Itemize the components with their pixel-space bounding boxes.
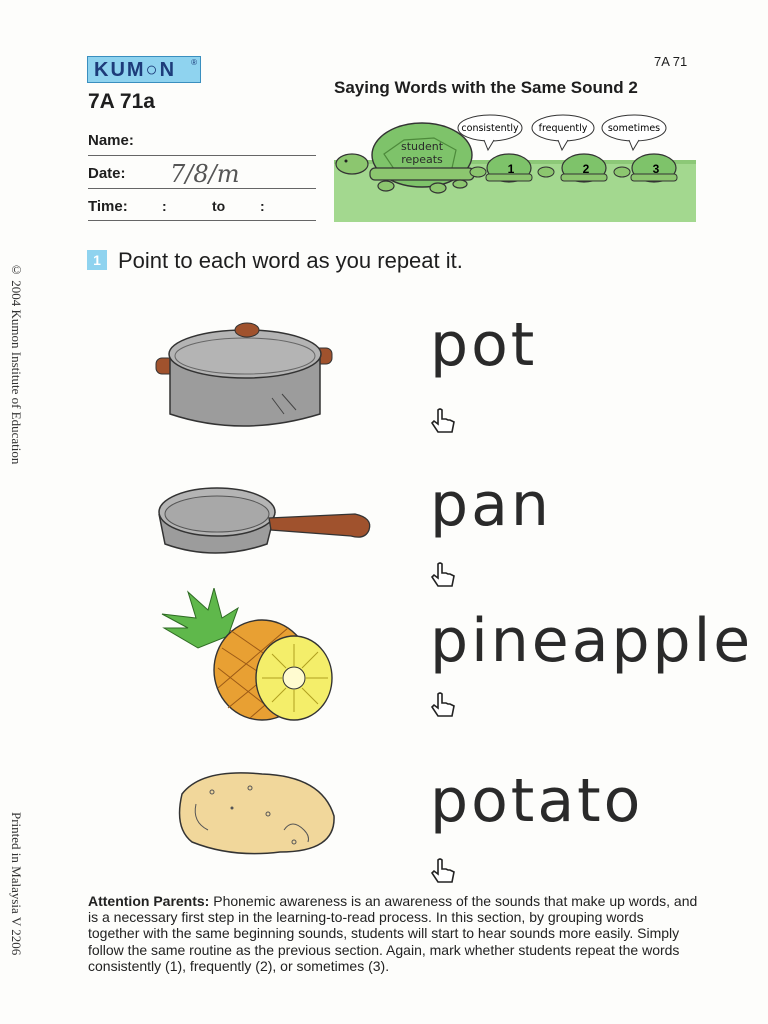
parents-note-label: Attention Parents: (88, 893, 210, 909)
side-copyright (8, 262, 32, 492)
pot-icon (152, 318, 338, 438)
instruction-number: 1 (87, 250, 107, 270)
bubble-text-frequently: frequently (538, 123, 588, 134)
instruction-text: Point to each word as you repeat it. (118, 248, 463, 273)
copyright-text: © 2004 Kumon Institute of Education (9, 262, 24, 465)
worksheet-code-small: 7A 71 (654, 54, 688, 69)
word-potato: potato (430, 766, 644, 836)
speech-bubble-sometimes (602, 115, 666, 150)
date-handwritten-value: 7/8/m (170, 160, 240, 188)
parents-note (88, 893, 698, 974)
pointing-hand-icon (430, 858, 458, 886)
parents-note-text: Phonemic awareness is an awareness of the sounds that make up words, and is a necessary first step in the learning-to-read process. In this section, by grouping words together with the same beginning sounds, students will start to hear sounds more easily. Simply follow the same routine as the previous section. Again, mark whether students repeat the words consistently (1), frequently (2), or sometimes (3). (88, 893, 698, 974)
pointing-hand-icon (430, 692, 458, 720)
pointing-hand-icon (430, 562, 458, 590)
logo-text: KUM○N (94, 59, 177, 81)
turtle-label-line1: student (400, 140, 444, 153)
word-pot: pot (430, 310, 538, 380)
name-label: Name: (88, 132, 134, 149)
side-printed (8, 812, 32, 982)
page-title: Saying Words with the Same Sound 2 (334, 78, 638, 97)
time-separator-start: : (162, 198, 167, 214)
time-to-label: to (212, 198, 226, 214)
turtle-label-line2: repeats (401, 153, 443, 166)
turtle-number-3: 3 (652, 162, 660, 176)
time-label: Time: (88, 198, 128, 215)
pointing-hand-icon (430, 408, 458, 436)
time-separator-end: : (260, 198, 265, 214)
date-field-line[interactable] (88, 188, 316, 189)
turtle-number-2: 2 (582, 162, 590, 176)
word-pineapple: pineapple (430, 606, 754, 676)
date-label: Date: (88, 165, 126, 182)
kumon-logo (87, 56, 201, 83)
time-field-line[interactable] (88, 220, 316, 221)
logo-registered-mark: ® (191, 58, 197, 67)
turtle-scene (334, 110, 696, 222)
bubble-text-consistently: consistently (461, 123, 519, 134)
worksheet-code: 7A 71a (88, 90, 155, 113)
turtle-number-1: 1 (507, 162, 515, 176)
name-field-line[interactable] (88, 155, 316, 156)
word-pan: pan (430, 470, 552, 540)
pineapple-icon (158, 588, 338, 724)
speech-bubble-frequently (532, 115, 594, 150)
bubble-text-sometimes: sometimes (607, 123, 661, 134)
potato-icon (172, 764, 340, 860)
pan-icon (155, 478, 379, 564)
printed-text: Printed in Malaysia V 2206 (9, 812, 24, 956)
